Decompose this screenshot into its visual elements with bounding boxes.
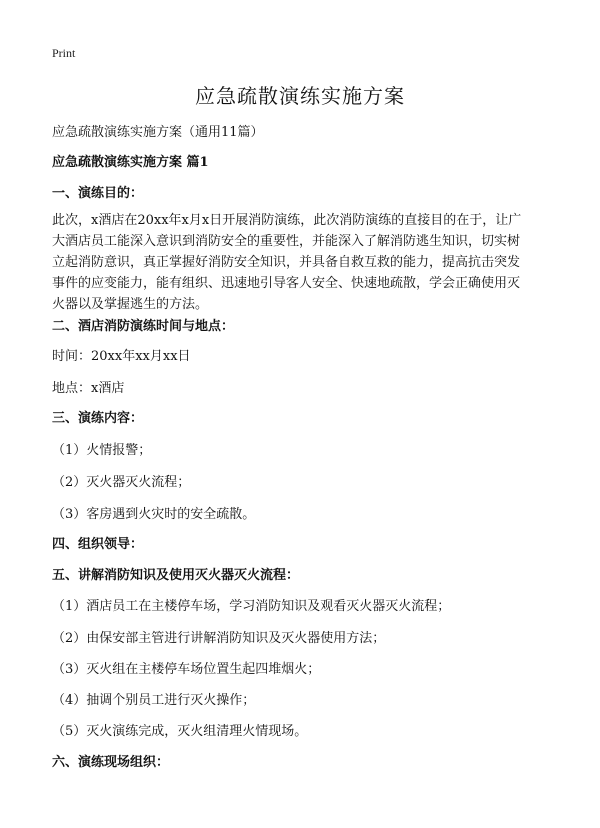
list-item: （4）抽调个别员工进行灭火操作； bbox=[52, 693, 256, 708]
paragraph-line: 火器以及掌握逃生的方法。 bbox=[52, 297, 209, 312]
purpose-paragraph bbox=[52, 210, 552, 315]
section-heading-time-place: 二、酒店消防演练时间与地点： bbox=[52, 319, 235, 334]
list-item: （1）火情报警； bbox=[52, 443, 152, 458]
paragraph-line: 事件的应变能力，能有组织、迅速地引导客人安全、快速地疏散，学会正确使用灭 bbox=[52, 276, 521, 291]
print-link[interactable]: Print bbox=[52, 46, 76, 60]
section-heading-purpose: 一、演练目的： bbox=[52, 186, 144, 201]
list-item: （2）由保安部主管进行讲解消防知识及灭火器使用方法； bbox=[52, 631, 386, 646]
section-heading-leadership: 四、组织领导： bbox=[52, 537, 144, 552]
place-line: 地点：x酒店 bbox=[52, 381, 125, 396]
document-title: 应急疏散演练实施方案 bbox=[195, 84, 405, 108]
paragraph-line: 大酒店员工能深入意识到消防安全的重要性，并能深入了解消防逃生知识，切实树 bbox=[52, 234, 521, 249]
list-item: （5）灭火演练完成，灭火组清理火情现场。 bbox=[52, 724, 308, 739]
time-line: 时间：20xx年xx月xx日 bbox=[52, 349, 191, 364]
document-subtitle: 应急疏散演练实施方案（通用11篇） bbox=[52, 125, 264, 140]
article-heading: 应急疏散演练实施方案 篇1 bbox=[52, 155, 209, 170]
list-item: （3）客房遇到火灾时的安全疏散。 bbox=[52, 507, 256, 522]
list-item: （3）灭火组在主楼停车场位置生起四堆烟火； bbox=[52, 662, 321, 677]
section-heading-content: 三、演练内容： bbox=[52, 411, 144, 426]
paragraph-line: 此次，x酒店在20xx年x月x日开展消防演练，此次消防演练的直接目的在于，让广 bbox=[52, 213, 522, 228]
list-item: （1）酒店员工在主楼停车场，学习消防知识及观看灭火器灭火流程； bbox=[52, 599, 451, 614]
list-item: （2）灭火器灭火流程； bbox=[52, 475, 191, 490]
section-heading-site-organization: 六、演练现场组织： bbox=[52, 755, 170, 770]
paragraph-line: 立起消防意识，真正掌握好消防安全知识，并具备自救互救的能力，提高抗击突发 bbox=[52, 255, 521, 270]
section-heading-training: 五、讲解消防知识及使用灭火器灭火流程： bbox=[52, 568, 300, 583]
